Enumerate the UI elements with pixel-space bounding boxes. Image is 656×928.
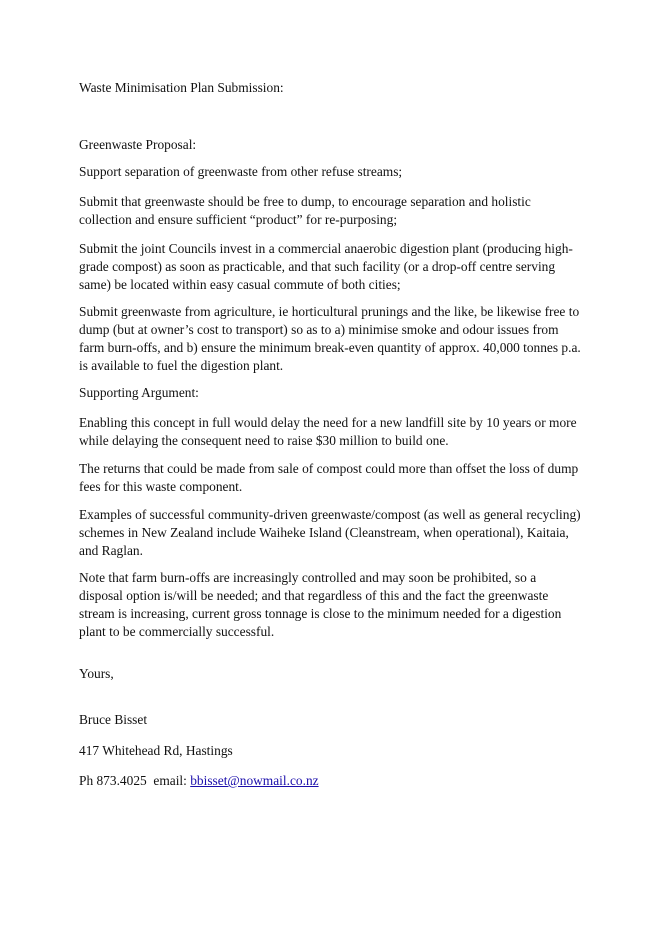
document-title: Waste Minimisation Plan Submission: [79, 80, 284, 95]
paragraph-3-line-2: grade compost) as soon as practicable, and that such facility (or a drop-off centre serving [79, 259, 556, 274]
paragraph-7-line-3: and Raglan. [79, 543, 143, 558]
signer-name: Bruce Bisset [79, 712, 148, 727]
argument-heading: Supporting Argument: [79, 385, 199, 400]
proposal-heading: Greenwaste Proposal: [79, 137, 197, 152]
paragraph-7-line-2: schemes in New Zealand include Waiheke Island (Cleanstream, when operational), Kaitaia, [79, 525, 569, 540]
paragraph-4-line-1: Submit greenwaste from agriculture, ie horticultural prunings and the like, be likewise free to [79, 304, 580, 319]
paragraph-2-line-1: Submit that greenwaste should be free to dump, to encourage separation and holistic [79, 194, 531, 209]
signer-address: 417 Whitehead Rd, Hastings [79, 743, 233, 758]
paragraph-4-line-3: farm burn-offs, and b) ensure the minimum break-even quantity of approx. 40,000 tonnes p.a. [79, 340, 581, 355]
paragraph-8-line-2: disposal option is/will be needed; and that regardless of this and the fact the greenwaste [79, 588, 549, 603]
paragraph-1-line-1: Support separation of greenwaste from other refuse streams; [79, 164, 403, 179]
paragraph-4-line-2: dump (but at owner’s cost to transport) so as to a) minimise smoke and odour issues from [79, 322, 559, 337]
paragraph-8-line-3: stream is increasing, current gross tonnage is close to the minimum needed for a digestion [79, 606, 562, 621]
paragraph-8-line-1: Note that farm burn-offs are increasingly controlled and may soon be prohibited, so a [79, 570, 537, 585]
paragraph-6-line-1: The returns that could be made from sale of compost could more than offset the loss of dump [79, 461, 579, 476]
contact-prefix: Ph 873.4025 email: [79, 773, 191, 788]
paragraph-3-line-1: Submit the joint Councils invest in a commercial anaerobic digestion plant (producing high- [79, 241, 573, 256]
paragraph-6-line-2: fees for this waste component. [79, 479, 243, 494]
contact-line [79, 772, 319, 790]
paragraph-4-line-4: is available to fuel the digestion plant. [79, 358, 284, 373]
signoff: Yours, [79, 666, 114, 681]
paragraph-3-line-3: same) be located within easy casual commute of both cities; [79, 277, 401, 292]
paragraph-5-line-1: Enabling this concept in full would delay the need for a new landfill site by 10 years or more [79, 415, 577, 430]
email-link[interactable]: bbisset@nowmail.co.nz [190, 773, 319, 788]
paragraph-7-line-1: Examples of successful community-driven greenwaste/compost (as well as general recycling) [79, 507, 581, 522]
paragraph-8-line-4: plant to be commercially successful. [79, 624, 275, 639]
paragraph-5-line-2: while delaying the consequent need to raise $30 million to build one. [79, 433, 449, 448]
paragraph-2-line-2: collection and ensure sufficient “product” for re-purposing; [79, 212, 398, 227]
